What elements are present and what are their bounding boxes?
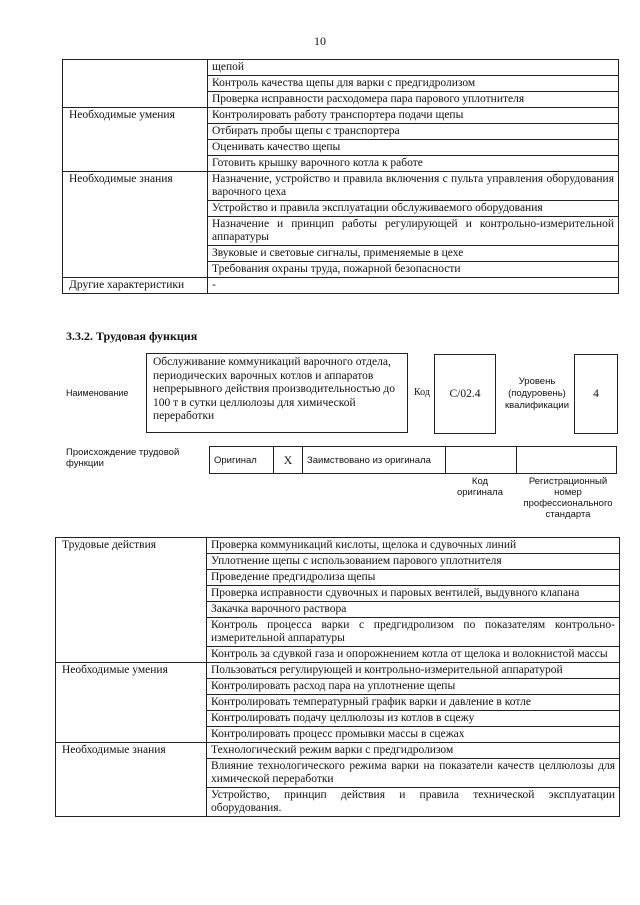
row-label: Трудовые действия <box>56 538 207 663</box>
table-cell: Контроль процесса варки с предгидролизом по показателям контрольно-измерительной аппаратуры <box>207 618 620 647</box>
table-cell: Контролировать расход пара на уплотнение щепы <box>207 679 620 695</box>
table-cell: Контроль за сдувкой газа и опорожнением котла от щелока и волокнистой массы <box>207 647 620 663</box>
level-value-box: 4 <box>574 354 618 434</box>
row-label: Необходимые знания <box>56 743 207 817</box>
origin-mark: Х <box>274 447 303 474</box>
row-label: Необходимые умения <box>63 108 208 172</box>
level-label: Уровень (подуровень) квалификации <box>504 376 570 411</box>
table-cell: Контроль качества щепы для варки с предгидролизом <box>208 76 619 92</box>
table-cell: Проведение предгидролиза щепы <box>207 570 620 586</box>
origin-borrowed-label: Заимствовано из оригинала <box>303 447 446 474</box>
table-cell: Уплотнение щепы с использованием парового уплотнителя <box>207 554 620 570</box>
function-name-box: Обслуживание коммуникаций варочного отдела, периодических варочных котлов и аппаратов непрерывного действия производительностью до 100 т в сутки целлюлозы для химической переработки <box>146 353 408 433</box>
table-row <box>63 278 619 294</box>
table-cell: Контролировать работу транспортера подачи щепы <box>208 108 619 124</box>
origin-original-label: Оригинал <box>210 447 274 474</box>
section-title: 3.3.2. Трудовая функция <box>66 329 198 343</box>
code-label: Код <box>414 387 430 398</box>
table-cell: Контролировать процесс промывки массы в сцежах <box>207 727 620 743</box>
table-cell: Проверка исправности расходомера пара парового уплотнителя <box>208 92 619 108</box>
table-row <box>63 60 619 76</box>
table-cell: Пользоваться регулирующей и контрольно-измерительной аппаратурой <box>207 663 620 679</box>
table-cell: щепой <box>208 60 619 76</box>
table-cell: Требования охраны труда, пожарной безопасности <box>208 262 619 278</box>
skills-table-bottom <box>55 537 620 817</box>
origin-table <box>209 446 617 474</box>
table-cell: Контролировать подачу целлюлозы из котлов в сцежу <box>207 711 620 727</box>
code-value-box: С/02.4 <box>434 354 496 434</box>
table-cell: Влияние технологического режима варки на показатели качеств целлюлозы для химической переработки <box>207 759 620 788</box>
caption-code: Код оригинала <box>456 476 503 498</box>
table-row <box>56 538 620 554</box>
table-cell: Оценивать качество щепы <box>208 140 619 156</box>
origin-label: Происхождение трудовой функции <box>66 447 180 469</box>
page-number: 10 <box>314 34 326 48</box>
row-label: Другие характеристики <box>63 278 208 294</box>
row-label: Необходимые умения <box>56 663 207 743</box>
table-cell: Устройство и правила эксплуатации обслуживаемого оборудования <box>208 201 619 217</box>
table-row <box>63 108 619 124</box>
table-cell: Звуковые и световые сигналы, применяемые в цехе <box>208 246 619 262</box>
origin-reg-cell <box>517 447 617 474</box>
table-cell: Проверка исправности сдувочных и паровых вентилей, выдувного клапана <box>207 586 620 602</box>
caption-reg: Регистрационный номер профессионального стандарта <box>523 476 613 520</box>
table-cell: Технологический режим варки с предгидролизом <box>207 743 620 759</box>
table-cell: - <box>208 278 619 294</box>
table-row <box>56 663 620 679</box>
table-cell: Готовить крышку варочного котла к работе <box>208 156 619 172</box>
table-cell: Назначение, устройство и правила включения с пульта управления оборудования варочного цеха <box>208 172 619 201</box>
table-cell: Назначение и принцип работы регулирующей и контрольно-измерительной аппаратуры <box>208 217 619 246</box>
skills-table-top <box>62 59 619 294</box>
name-label: Наименование <box>66 388 129 398</box>
table-cell: Контролировать температурный график варки и давление в котле <box>207 695 620 711</box>
origin-code-cell <box>446 447 517 474</box>
table-row <box>63 172 619 201</box>
table-row <box>56 743 620 759</box>
table-cell: Закачка варочного раствора <box>207 602 620 618</box>
row-label: Необходимые знания <box>63 172 208 278</box>
table-cell: Устройство, принцип действия и правила технической эксплуатации оборудования. <box>207 788 620 817</box>
table-cell: Отбирать пробы щепы с транспортера <box>208 124 619 140</box>
table-cell: Проверка коммуникаций кислоты, щелока и сдувочных линий <box>207 538 620 554</box>
